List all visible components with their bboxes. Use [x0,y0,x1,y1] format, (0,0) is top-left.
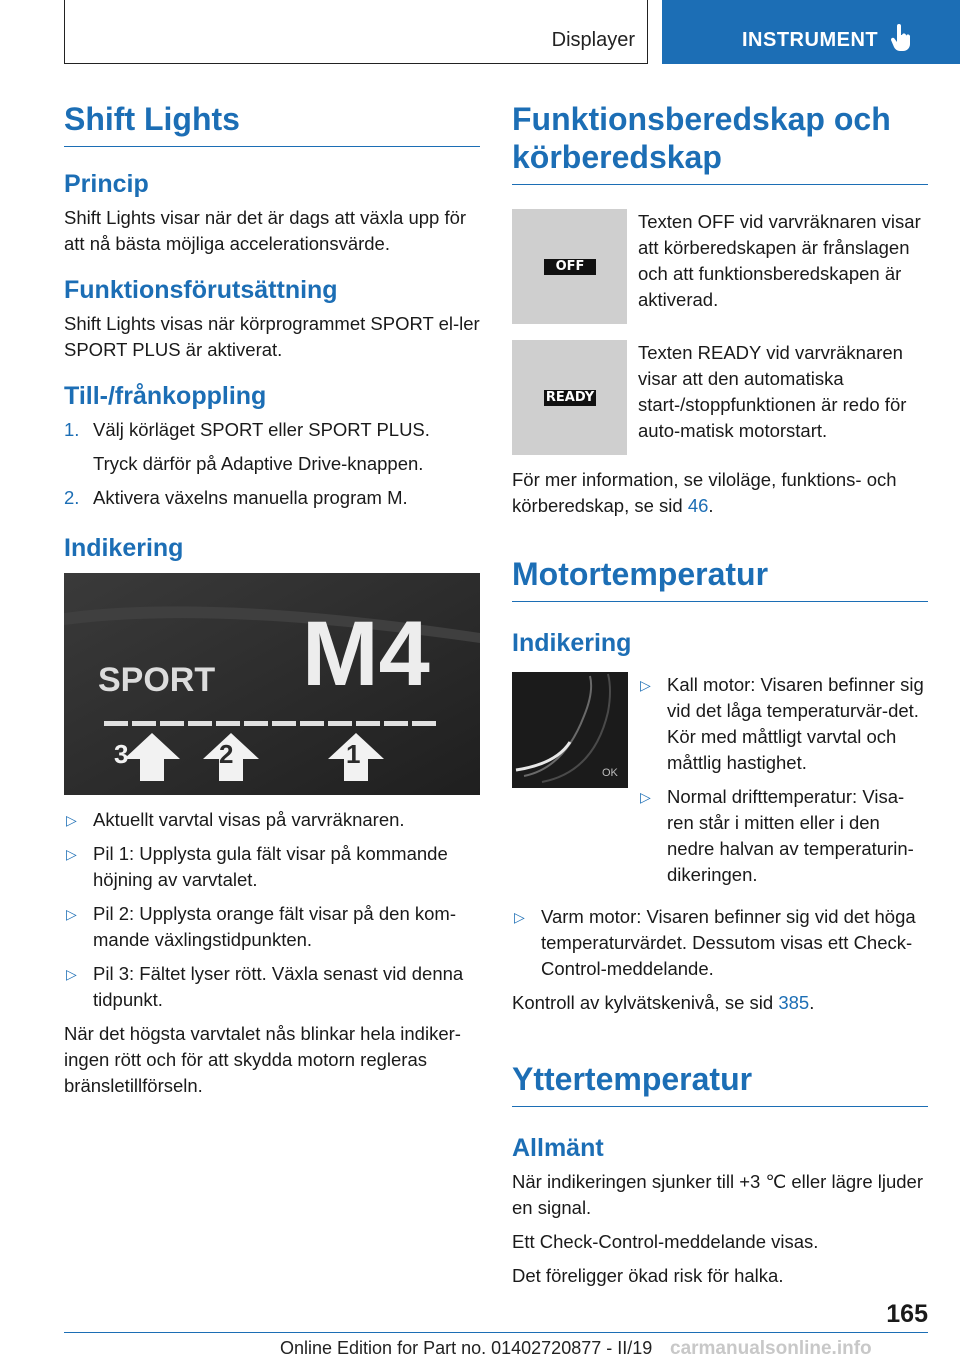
triangle-bullet-icon: ▷ [640,789,651,805]
ready-text: Texten READY vid varvräknaren visar att den automatiska start-/stoppfunktionen är redo för auto-matisk motorstart. [638,342,907,441]
footer-edition: Online Edition for Part no. 01402720877 - II/19 [280,1338,653,1358]
step-subtext: Tryck därför på Adaptive Drive-knappen. [93,453,424,474]
svg-text:3: 3 [114,739,129,769]
forutsattning-heading: Funktionsförutsättning [64,276,338,304]
page-link-46[interactable]: 46 [687,495,709,516]
temp-outer-bullets [512,904,928,982]
princip-text: Shift Lights visar när det är dags att växla upp för att nå bästa möjliga accelerationsvärde. [64,207,467,254]
temp-row [512,672,928,904]
off-row [512,209,928,324]
bullet-item: ▷ Pil 1: Upplysta gula fält visar på kommande höjning av varvtalet. [66,843,448,890]
svg-text:2: 2 [219,739,234,769]
yttertemp-p2: Ett Check-Control-meddelande visas. [512,1231,819,1252]
header-chapter-label: INSTRUMENT [742,29,879,51]
ready-image [512,340,627,455]
watermark-text: carmanualsonline.info [670,1338,872,1359]
shift-lights-figure [64,573,480,795]
step-item [64,417,480,477]
beredskap-title: Funktionsberedskap och körberedskap [512,100,928,185]
indikering-bullets [64,807,480,1013]
tillfran-steps [64,417,480,511]
bullet-item: ▷ Pil 3: Fältet lyser rött. Växla senast vid denna tidpunkt. [66,963,464,1010]
header-section-label: Displayer [551,29,635,51]
forutsattning-text: Shift Lights visas när körprogrammet SPORT el-ler SPORT PLUS är aktiverat. [64,313,480,360]
right-column [512,100,928,1297]
left-column [64,100,480,1107]
header-chapter-tab [662,0,960,64]
off-image [512,209,627,324]
triangle-bullet-icon: ▷ [66,846,77,862]
footer-divider [64,1332,928,1333]
triangle-bullet-icon: ▷ [66,906,77,922]
step-number: 1. [64,419,80,440]
off-tag: OFF [544,259,596,275]
yttertemp-p1: När indikeringen sjunker till +3 ℃ eller lägre ljuder en signal. [512,1171,924,1218]
yttertemp-p3: Det föreligger ökad risk för halka. [512,1265,784,1286]
indikering-heading: Indikering [64,534,184,562]
step-number: 2. [64,487,80,508]
princip-heading: Princip [64,170,149,198]
bullet-item: ▷ Kall motor: Visaren befinner sig vid det låga temperaturvär-det. Kör med måttligt varvtal och måttlig hastighet. [640,674,924,773]
off-text: Texten OFF vid varvräknaren visar att körberedskapen är frånslagen och att funktionsberedskapen är aktiverad. [638,211,921,310]
triangle-bullet-icon: ▷ [514,909,525,925]
bullet-item: ▷ Normal drifttemperatur: Visa-ren står i mitten eller i den nedre halvan av temperaturin-dikeringen. [640,786,914,885]
yttertemp-heading: Allmänt [512,1134,604,1162]
temp-gauge-image [512,672,628,788]
ready-row [512,340,928,455]
shift-lights-title: Shift Lights [64,100,480,147]
triangle-bullet-icon: ▷ [66,966,77,982]
page-link-385[interactable]: 385 [778,992,810,1013]
sport-mode-label: SPORT [98,661,216,699]
temp-inner-bullets [638,672,928,896]
bullet-item: ▷ Varm motor: Visaren befinner sig vid det höga temperaturvärdet. Dessutom visas ett Check-Control-meddelande. [514,906,916,979]
gear-indicator-label: M4 [302,603,430,705]
svg-text:1: 1 [346,739,361,769]
step-text: Aktivera växelns manuella program M. [93,487,408,508]
bullet-item: ▷ Aktuellt varvtal visas på varvräknaren. [64,807,480,833]
tillfran-heading: Till-/frånkoppling [64,382,267,410]
yttertemp-title: Yttertemperatur [512,1060,928,1107]
kontroll-text: Kontroll av kylvätskenivå, se sid 385. [512,992,815,1013]
hand-pointer-icon [890,24,912,52]
page-number: 165 [886,1300,928,1328]
ready-tag: READY [545,390,595,405]
bullet-item: ▷ Pil 2: Upplysta orange fält visar på den kom-mande växlingstidpunkten. [66,903,456,950]
step-item [64,485,480,511]
indikering-note: När det högsta varvtalet nås blinkar hela indiker-ingen rött och för att skydda motorn regleras bränsletillförseln. [64,1023,461,1096]
beredskap-more: För mer information, se viloläge, funktions- och körberedskap, se sid 46. [512,469,897,516]
gauge-ok-label: OK [602,767,618,779]
triangle-bullet-icon: ▷ [640,677,651,693]
triangle-bullet-icon: ▷ [66,812,77,828]
step-text: Välj körläget SPORT eller SPORT PLUS. [93,419,430,440]
motortemp-heading: Indikering [512,629,632,657]
header-section-tab [64,0,648,64]
motortemp-title: Motortemperatur [512,555,928,602]
